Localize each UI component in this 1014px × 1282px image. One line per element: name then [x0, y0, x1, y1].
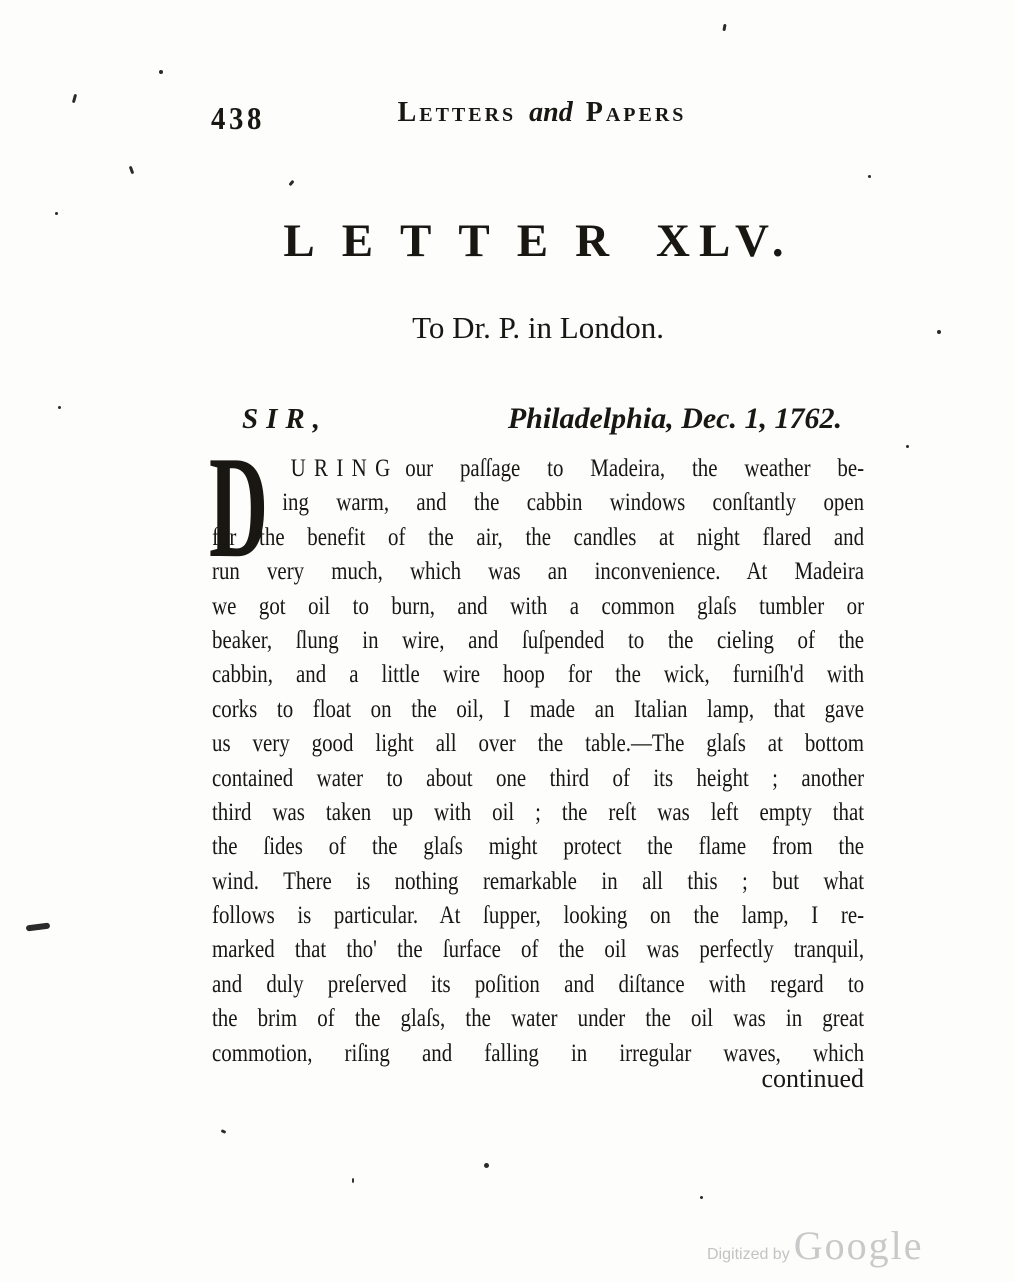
body-line: for the benefit of the air, the candles at night flared and [212, 523, 865, 551]
body-first-word: URING [290, 455, 399, 482]
body-line: follows is particular. At ſupper, looking on the lamp, I re- [212, 902, 865, 930]
scan-speckle [700, 1196, 703, 1199]
body-line [212, 452, 864, 486]
body-first-line-rest: our paſſage to Madeira, the weather be- [405, 455, 865, 482]
page-number: 438 [211, 100, 265, 136]
body-line: commotion, riſing and falling in irregular waves, which [212, 1039, 865, 1067]
scan-speckle [58, 406, 61, 409]
body-line: we got oil to burn, and with a common glaſs tumbler or [212, 592, 865, 620]
scan-speckle [129, 166, 135, 175]
body-line: corks to float on the oil, I made an Italian lamp, that gave [212, 695, 865, 723]
scan-speckle [906, 445, 909, 448]
body-lines [212, 486, 864, 1071]
scan-speckle [484, 1163, 489, 1168]
scan-speckle [722, 24, 726, 31]
scan-speckle [72, 94, 77, 103]
salutation-row [212, 402, 864, 436]
body-line: the brim of the glaſs, the water under the oil was in great [212, 1005, 865, 1033]
watermark [707, 1222, 923, 1269]
body-line: wind. There is nothing remarkable in all this ; but what [212, 867, 865, 895]
body-line: run very much, which was an inconvenience. At Madeira [212, 558, 865, 586]
body-line: cabbin, and a little wire hoop for the wick, furniſh'd with [212, 661, 865, 689]
body-line: beaker, ſlung in wire, and ſuſpended to the cieling of the [212, 626, 865, 654]
recipient-line: To Dr. P. in London. [412, 310, 664, 345]
scan-speckle [868, 175, 871, 178]
letter-title-numeral: XLV. [656, 215, 793, 267]
scan-speckle [55, 212, 58, 215]
body-line: ing warm, and the cabbin windows conſtantly open [282, 489, 865, 517]
letter-title [212, 214, 864, 268]
dateline: Philadelphia, Dec. 1, 1762. [507, 402, 842, 435]
salutation: SIR, [242, 403, 329, 435]
body-line: marked that tho' the ſurface of the oil was perfectly tranquil, [212, 936, 865, 964]
running-title-word-papers: Papers [585, 97, 687, 128]
drop-cap-letter: D [209, 426, 269, 588]
body-line: the ſides of the glaſs might protect the flame from the [212, 833, 865, 861]
google-logo: Google [793, 1223, 924, 1268]
body-line: us very good light all over the table.—The glaſs at bottom [212, 730, 865, 758]
scan-speckle [288, 180, 294, 187]
scan-speckle [221, 1129, 227, 1134]
running-title [398, 97, 687, 129]
body-line: third was taken up with oil ; the reſt was left empty that [212, 798, 865, 826]
body-line: contained water to about one third of its height ; another [212, 764, 865, 792]
catchword: continued [761, 1064, 864, 1093]
watermark-prefix: Digitized by [707, 1246, 790, 1263]
scan-speckle [159, 70, 163, 74]
running-title-word-and: and [529, 97, 573, 128]
scan-speckle [352, 1178, 354, 1183]
letter-body [212, 452, 864, 1071]
body-line: and duly preſerved its poſition and diſtance with regard to [212, 970, 865, 998]
running-title-word-letters: Letters [397, 97, 517, 128]
scan-speckle [26, 923, 51, 932]
letter-title-word: LETTER [283, 215, 637, 267]
scan-speckle [937, 330, 941, 334]
